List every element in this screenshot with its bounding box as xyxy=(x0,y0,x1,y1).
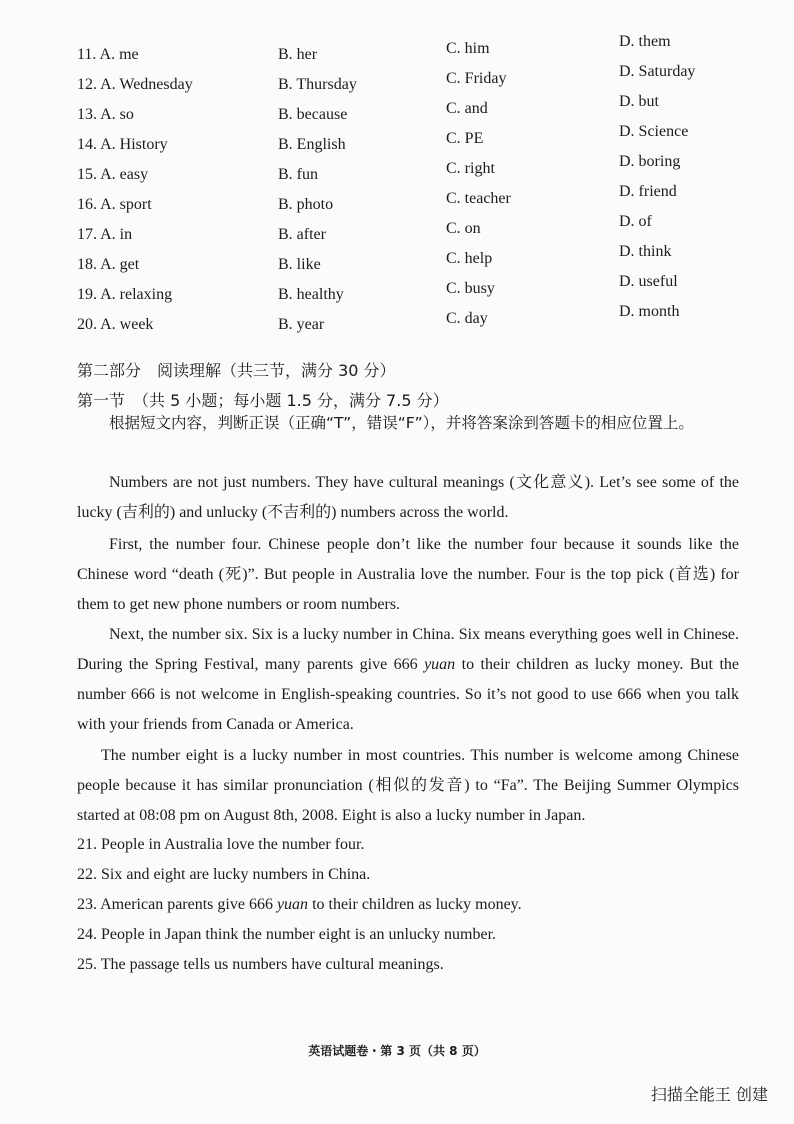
passage-paragraph-4: The number eight is a lucky number in most countries. This number is welcome among Chinese people because it has similar pronunciation (相似的发音) to “Fa”. The Beijing Summer Olympics started at 08:08 pm on August 8th, 2008. Eight is also a lucky number in Japan. xyxy=(77,747,739,824)
option-11-b: B. her xyxy=(278,46,318,63)
passage-paragraph-1: Numbers are not just numbers. They have cultural meanings (文化意义). Let’s see some of the lucky (吉利的) and unlucky (不吉利的) numbers across the world. xyxy=(77,474,739,521)
option-19-a: 19. A. relaxing xyxy=(77,286,173,303)
option-11-c: C. him xyxy=(446,40,490,57)
option-13-d: D. but xyxy=(619,93,659,110)
passage-paragraph-3: Next, the number six. Six is a lucky number in China. Six means everything goes well in Chinese. During the Spring Festival, many parents give 666 yuan to their children as lucky money. But the number 666 is not welcome in English-speaking countries. So it’s not good to use 666 when you talk with your friends from Canada or America. xyxy=(77,626,739,733)
option-18-d: D. think xyxy=(619,243,672,260)
option-17-c: C. on xyxy=(446,220,481,237)
statement-25: 25. The passage tells us numbers have cultural meanings. xyxy=(77,956,444,973)
option-19-b: B. healthy xyxy=(278,286,344,303)
option-15-b: B. fun xyxy=(278,166,318,183)
option-18-b: B. like xyxy=(278,256,321,273)
option-17-a: 17. A. in xyxy=(77,226,133,243)
option-15-a: 15. A. easy xyxy=(77,166,149,183)
option-20-c: C. day xyxy=(446,310,488,327)
option-20-b: B. year xyxy=(278,316,325,333)
option-16-b: B. photo xyxy=(278,196,334,213)
option-17-b: B. after xyxy=(278,226,326,243)
instruction-text: 根据短文内容，判断正误（正确“T”，错误“F”），并将答案涂到答题卡的相应位置上。 xyxy=(109,414,694,432)
option-12-d: D. Saturday xyxy=(619,63,696,80)
option-13-c: C. and xyxy=(446,100,488,117)
statement-21: 21. People in Australia love the number four. xyxy=(77,836,365,853)
option-20-d: D. month xyxy=(619,303,680,320)
option-19-c: C. busy xyxy=(446,280,495,297)
option-15-c: C. right xyxy=(446,160,495,177)
option-13-b: B. because xyxy=(278,106,348,123)
option-17-d: D. of xyxy=(619,213,652,230)
passage-paragraph-2: First, the number four. Chinese people don’t like the number four because it sounds like the Chinese word “death (死)”. But people in Australia love the number. Four is the top pick (首选) for them to get new phone numbers or room numbers. xyxy=(77,536,739,613)
statement-23: 23. American parents give 666 yuan to their children as lucky money. xyxy=(77,896,522,913)
option-14-d: D. Science xyxy=(619,123,689,140)
option-12-c: C. Friday xyxy=(446,70,507,87)
statement-24: 24. People in Japan think the number eight is an unlucky number. xyxy=(77,926,497,943)
option-11-d: D. them xyxy=(619,33,671,50)
option-16-a: 16. A. sport xyxy=(77,196,152,213)
option-14-a: 14. A. History xyxy=(77,136,168,153)
option-19-d: D. useful xyxy=(619,273,678,290)
option-18-a: 18. A. get xyxy=(77,256,140,273)
option-12-b: B. Thursday xyxy=(278,76,357,93)
cloze-options xyxy=(0,0,794,340)
option-14-c: C. PE xyxy=(446,130,484,147)
option-12-a: 12. A. Wednesday xyxy=(77,76,193,93)
option-16-d: D. friend xyxy=(619,183,677,200)
part2-heading: 第二部分 阅读理解（共三节，满分 30 分） xyxy=(77,361,396,380)
page-footer: 英语试题卷・第 3 页（共 8 页） xyxy=(308,1044,486,1058)
option-14-b: B. English xyxy=(278,136,346,153)
option-11-a: 11. A. me xyxy=(77,46,139,63)
section1-heading: 第一节 （共 5 小题；每小题 1.5 分，满分 7.5 分） xyxy=(77,391,449,410)
option-16-c: C. teacher xyxy=(446,190,511,207)
option-18-c: C. help xyxy=(446,250,493,267)
scanner-watermark: 扫描全能王 创建 xyxy=(650,1085,768,1104)
option-20-a: 20. A. week xyxy=(77,316,154,333)
option-13-a: 13. A. so xyxy=(77,106,134,123)
option-15-d: D. boring xyxy=(619,153,681,170)
statement-22: 22. Six and eight are lucky numbers in China. xyxy=(77,866,371,883)
